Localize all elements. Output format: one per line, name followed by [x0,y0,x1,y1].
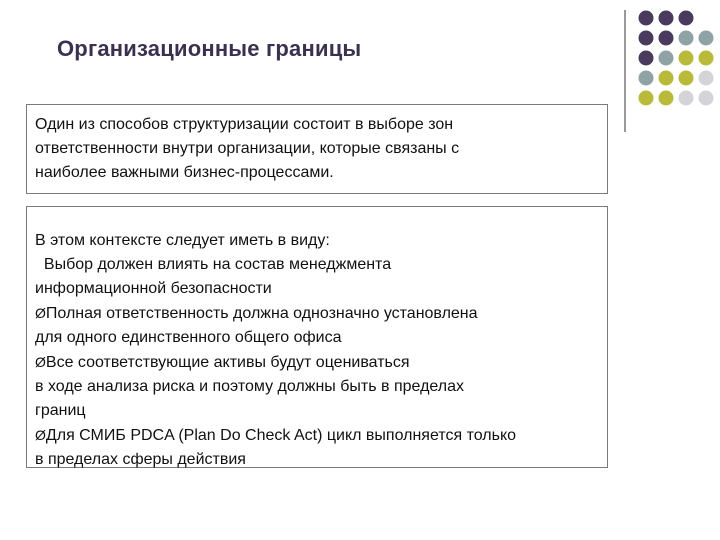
bullet-text: Для СМИБ PDCA (Plan Do Check Act) цикл выполняется только [45,427,517,444]
decorative-dot [699,71,714,86]
context-line: В этом контексте следует иметь в виду: [35,232,330,249]
decorative-dot [679,11,694,26]
bullet-arrow-icon: Ø [35,305,46,321]
decorative-dot [639,31,654,46]
context-text-box [26,206,608,468]
intro-line: Один из способов структуризации состоит в выборе зон [35,116,454,133]
intro-line: наиболее важными бизнес-процессами. [35,164,334,181]
bullet-text: Все соответствующие активы будут оцениваться [45,354,410,371]
decorative-dot [679,91,694,106]
intro-line: ответственности внутри организации, которые связаны с [35,140,460,157]
slide-title: Организационные границы [57,36,362,61]
decorative-dot [699,51,714,66]
decorative-dot [639,51,654,66]
bullet-arrow-icon: Ø [35,427,46,443]
context-line: информационной безопасности [35,280,272,297]
context-line: границ [35,402,86,419]
context-line: для одного единственного общего офиса [35,329,342,346]
decorative-dot [639,11,654,26]
context-line: в пределах сферы действия [35,451,246,468]
decorative-dot [679,31,694,46]
bullet-item [35,301,599,326]
bullet-item [35,350,599,375]
decorative-dot [659,51,674,66]
context-line: Выбор должен влиять на состав менеджмента [35,256,392,273]
bullet-item [35,423,599,448]
bullet-text: Полная ответственность должна однозначно установлена [45,305,478,322]
decorative-dot [679,51,694,66]
decorative-dot [699,91,714,106]
intro-text-box [26,104,608,194]
decorative-dot [639,71,654,86]
decorative-divider-line [624,10,626,132]
decorative-dot [639,91,654,106]
decorative-dot [679,71,694,86]
decorative-dot [699,31,714,46]
bullet-arrow-icon: Ø [35,354,46,370]
decorative-dot [659,31,674,46]
decorative-dot [659,11,674,26]
decorative-dot-grid [637,9,717,119]
decorative-dot [659,71,674,86]
decorative-dot [659,91,674,106]
context-line: в ходе анализа риска и поэтому должны быть в пределах [35,378,465,395]
